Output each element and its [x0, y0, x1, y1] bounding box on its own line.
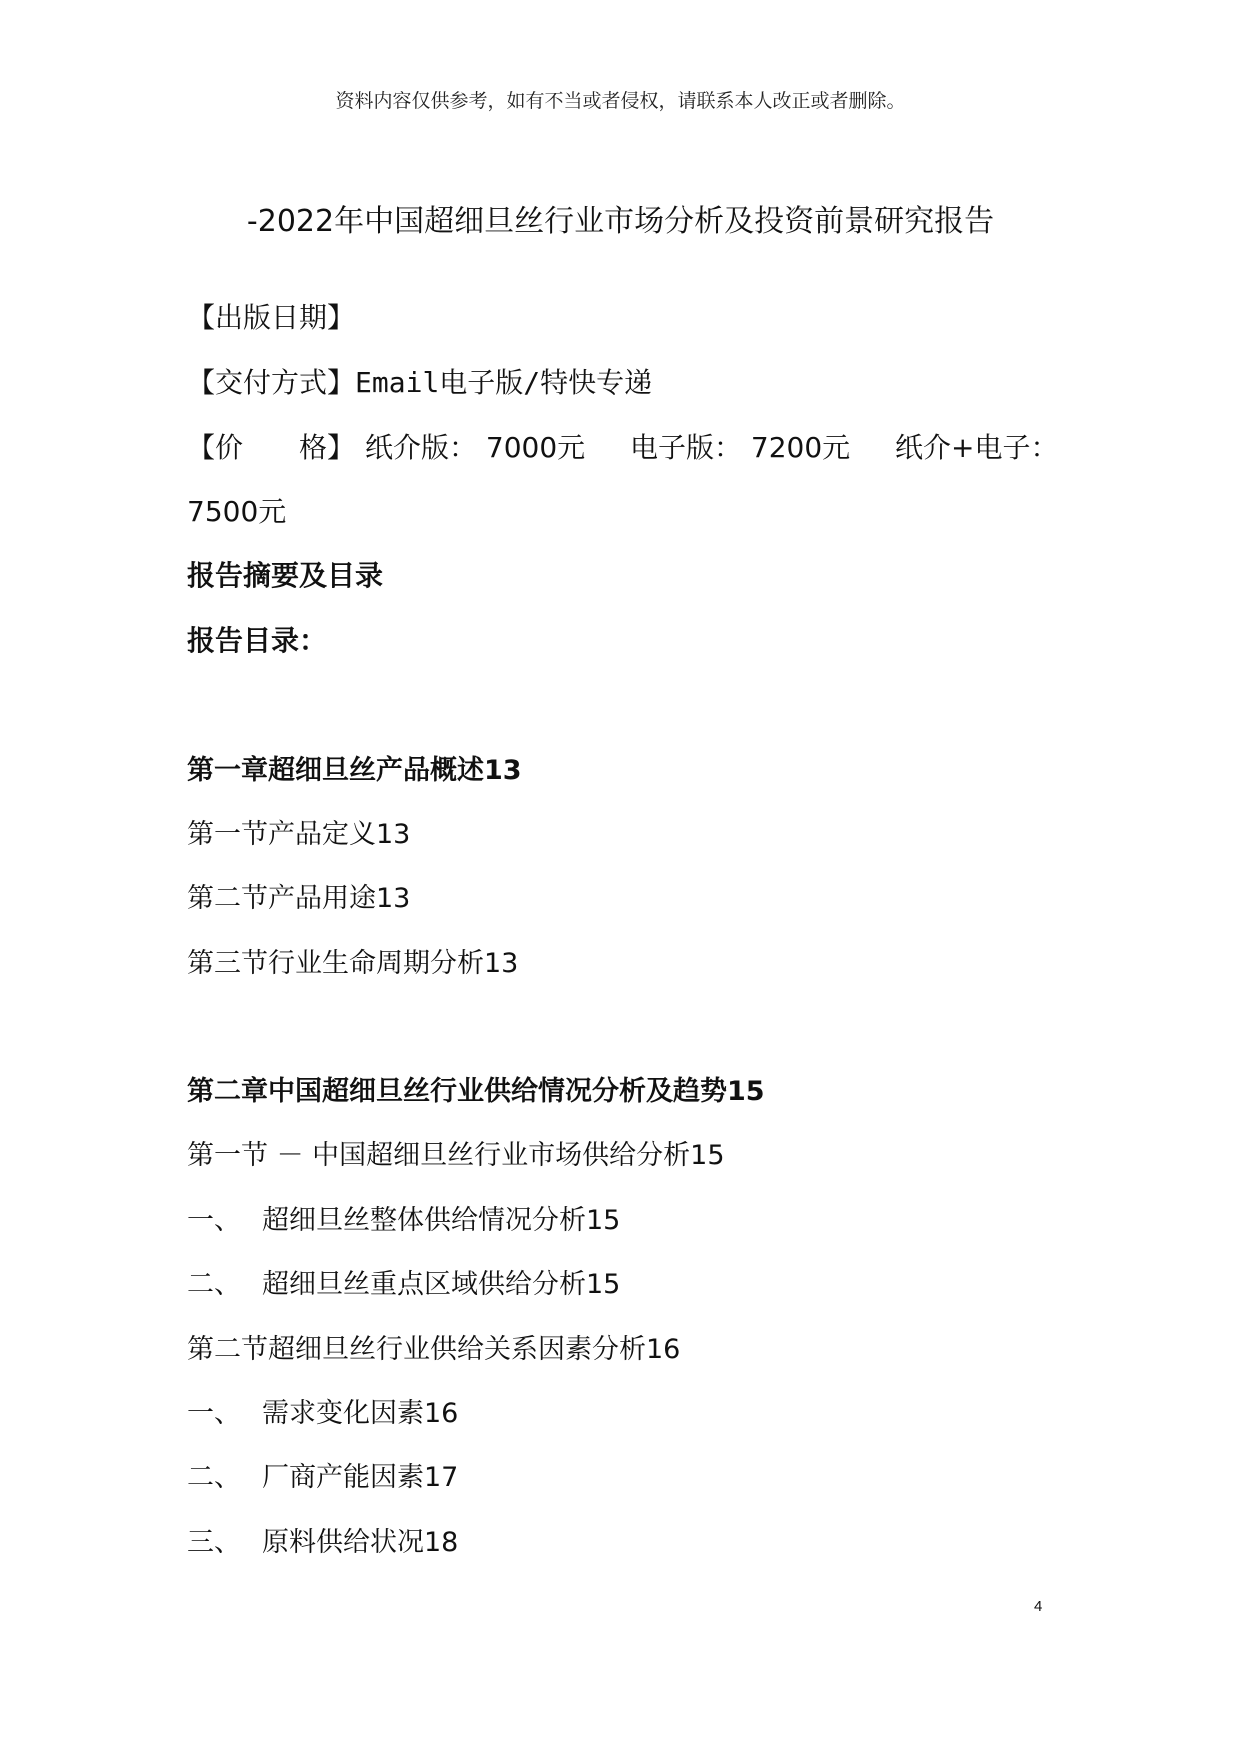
- toc-item-text: 超细旦丝重点区域供给分析15: [262, 1269, 621, 1300]
- delivery-line: [187, 361, 652, 401]
- toc-item-text: 原料供给状况18: [262, 1527, 459, 1558]
- summary-heading: 报告摘要及目录: [187, 559, 384, 592]
- toc-section: 第一节产品定义13: [187, 819, 411, 850]
- toc-item-text: 厂商产能因素17: [262, 1462, 459, 1493]
- toc-item-text: 需求变化因素16: [262, 1398, 459, 1429]
- toc-section: 第一节 － 中国超细旦丝行业市场供给分析15: [187, 1140, 725, 1171]
- toc-heading: 报告目录：: [187, 624, 328, 657]
- toc-item-number: 二、: [187, 1269, 241, 1300]
- toc-chapter-2: 第二章中国超细旦丝行业供给情况分析及趋势15: [187, 1076, 765, 1107]
- electronic-price: 电子版： 7200元: [630, 431, 851, 464]
- publish-date-label: 【出版日期】: [187, 301, 356, 334]
- toc-item-number: 一、: [187, 1398, 241, 1429]
- page-number: 4: [1034, 1598, 1043, 1615]
- toc-section: 第二节超细旦丝行业供给关系因素分析16: [187, 1334, 681, 1365]
- publish-date-line: [187, 296, 355, 336]
- price-label-open: 【价: [187, 431, 244, 464]
- combined-price-value: 7500元: [187, 495, 287, 528]
- delivery-value: Email电子版/特快专递: [355, 366, 653, 399]
- toc-section: 第三节行业生命周期分析13: [187, 948, 519, 979]
- delivery-label: 【交付方式】: [187, 366, 356, 399]
- combined-price-label: 纸介+电子：: [895, 431, 1059, 464]
- toc-section: 第二节产品用途13: [187, 883, 411, 914]
- price-line: [187, 426, 1067, 466]
- toc-item-number: 一、: [187, 1205, 241, 1236]
- price-label-close: 格】: [299, 431, 356, 464]
- page-header-disclaimer: 资料内容仅供参考，如有不当或者侵权，请联系本人改正或者删除。: [335, 90, 906, 112]
- toc-item-number: 三、: [187, 1527, 241, 1558]
- document-title: -2022年中国超细旦丝行业市场分析及投资前景研究报告: [246, 204, 995, 239]
- toc-item-text: 超细旦丝整体供给情况分析15: [262, 1205, 621, 1236]
- paper-price: 纸介版： 7000元: [365, 431, 586, 464]
- toc-chapter-1: 第一章超细旦丝产品概述13: [187, 755, 522, 786]
- toc-item-number: 二、: [187, 1462, 241, 1493]
